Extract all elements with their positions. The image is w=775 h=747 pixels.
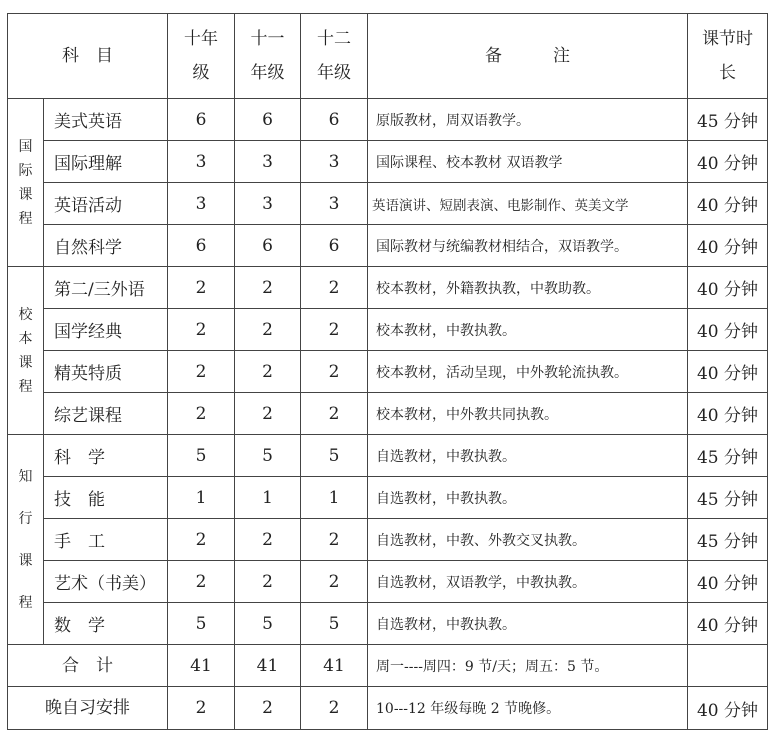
grade12-cell: 2 [301,351,368,393]
grade12-cell: 2 [301,309,368,351]
header-note: 备 注 [368,14,688,99]
table-row [8,141,768,183]
grade10-cell: 2 [168,561,235,603]
note-cell: 原版教材，周双语教学。 [368,99,688,141]
grade11-cell: 2 [235,267,301,309]
duration-cell: 45 分钟 [688,519,768,561]
subject-cell: 精英特质 [44,351,168,393]
grade10-cell: 6 [168,225,235,267]
grade10-cell: 3 [168,141,235,183]
total-grade10: 41 [168,645,235,687]
grade10-cell: 2 [168,519,235,561]
evening-grade11: 2 [235,687,301,730]
subject-cell: 技 能 [44,477,168,519]
grade12-cell: 6 [301,225,368,267]
note-cell: 校本教材，活动呈现，中外教轮流执教。 [368,351,688,393]
subject-cell: 国际理解 [44,141,168,183]
note-cell: 自选教材，双语教学，中教执教。 [368,561,688,603]
evening-row [8,687,768,730]
duration-cell: 40 分钟 [688,603,768,645]
grade11-cell: 5 [235,603,301,645]
table-row [8,435,768,477]
grade11-cell: 6 [235,99,301,141]
subject-cell: 艺术（书美） [44,561,168,603]
group-label-international: 国 际 课 程 [8,99,44,267]
note-cell: 校本教材，中外教共同执教。 [368,393,688,435]
grade12-cell: 2 [301,393,368,435]
table-row [8,393,768,435]
grade11-cell: 2 [235,351,301,393]
total-row [8,645,768,687]
evening-grade10: 2 [168,687,235,730]
grade10-cell: 1 [168,477,235,519]
duration-cell: 40 分钟 [688,393,768,435]
group-label-practice: 知 行 课 程 [8,435,44,645]
table-row [8,99,768,141]
grade12-cell: 3 [301,141,368,183]
total-note: 周一----周四：9 节/天；周五：5 节。 [368,645,688,687]
duration-cell: 40 分钟 [688,141,768,183]
grade12-cell: 2 [301,561,368,603]
evening-grade12: 2 [301,687,368,730]
subject-cell: 数 学 [44,603,168,645]
group-label-school: 校 本 课 程 [8,267,44,435]
header-duration: 课节时 长 [688,14,768,99]
subject-cell: 自然科学 [44,225,168,267]
note-cell: 国际课程、校本教材 双语教学 [368,141,688,183]
header-grade12: 十二 年级 [301,14,368,99]
header-grade10: 十年 级 [168,14,235,99]
grade10-cell: 2 [168,351,235,393]
grade10-cell: 5 [168,603,235,645]
duration-cell: 45 分钟 [688,435,768,477]
note-cell: 自选教材，中教执教。 [368,435,688,477]
curriculum-table [7,13,768,730]
duration-cell: 40 分钟 [688,225,768,267]
grade10-cell: 3 [168,183,235,225]
grade12-cell: 5 [301,603,368,645]
subject-cell: 手 工 [44,519,168,561]
grade12-cell: 2 [301,267,368,309]
grade10-cell: 5 [168,435,235,477]
header-subject: 科 目 [8,14,168,99]
table-row [8,183,768,225]
duration-cell: 40 分钟 [688,561,768,603]
grade12-cell: 6 [301,99,368,141]
note-cell: 自选教材，中教、外教交叉执教。 [368,519,688,561]
total-label: 合 计 [8,645,168,687]
table-row [8,519,768,561]
grade10-cell: 2 [168,267,235,309]
grade11-cell: 3 [235,141,301,183]
table-row [8,603,768,645]
duration-cell: 40 分钟 [688,351,768,393]
table-row [8,351,768,393]
note-cell: 自选教材，中教执教。 [368,477,688,519]
duration-cell: 40 分钟 [688,183,768,225]
grade12-cell: 1 [301,477,368,519]
duration-cell: 45 分钟 [688,477,768,519]
table-row [8,561,768,603]
subject-cell: 第二/三外语 [44,267,168,309]
grade10-cell: 2 [168,393,235,435]
grade11-cell: 1 [235,477,301,519]
total-grade12: 41 [301,645,368,687]
grade11-cell: 2 [235,561,301,603]
grade11-cell: 2 [235,309,301,351]
evening-note: 10---12 年级每晚 2 节晚修。 [368,687,688,730]
evening-label: 晚自习安排 [8,687,168,730]
grade12-cell: 5 [301,435,368,477]
duration-cell: 40 分钟 [688,267,768,309]
subject-cell: 综艺课程 [44,393,168,435]
grade11-cell: 6 [235,225,301,267]
table-row [8,267,768,309]
subject-cell: 科 学 [44,435,168,477]
note-cell: 校本教材，外籍教执教，中教助教。 [368,267,688,309]
subject-cell: 国学经典 [44,309,168,351]
grade11-cell: 5 [235,435,301,477]
table-row [8,225,768,267]
grade12-cell: 3 [301,183,368,225]
duration-cell: 45 分钟 [688,99,768,141]
table-row [8,309,768,351]
header-row [8,14,768,99]
grade10-cell: 2 [168,309,235,351]
subject-cell: 英语活动 [44,183,168,225]
duration-cell: 40 分钟 [688,309,768,351]
total-grade11: 41 [235,645,301,687]
note-cell: 自选教材，中教执教。 [368,603,688,645]
grade11-cell: 3 [235,183,301,225]
note-cell: 英语演讲、短剧表演、电影制作、英美文学 [368,183,688,225]
header-grade11: 十一 年级 [235,14,301,99]
subject-cell: 美式英语 [44,99,168,141]
grade12-cell: 2 [301,519,368,561]
grade10-cell: 6 [168,99,235,141]
grade11-cell: 2 [235,519,301,561]
evening-duration: 40 分钟 [688,687,768,730]
note-cell: 国际教材与统编教材相结合，双语教学。 [368,225,688,267]
grade11-cell: 2 [235,393,301,435]
total-duration [688,645,768,687]
table-row [8,477,768,519]
note-cell: 校本教材，中教执教。 [368,309,688,351]
